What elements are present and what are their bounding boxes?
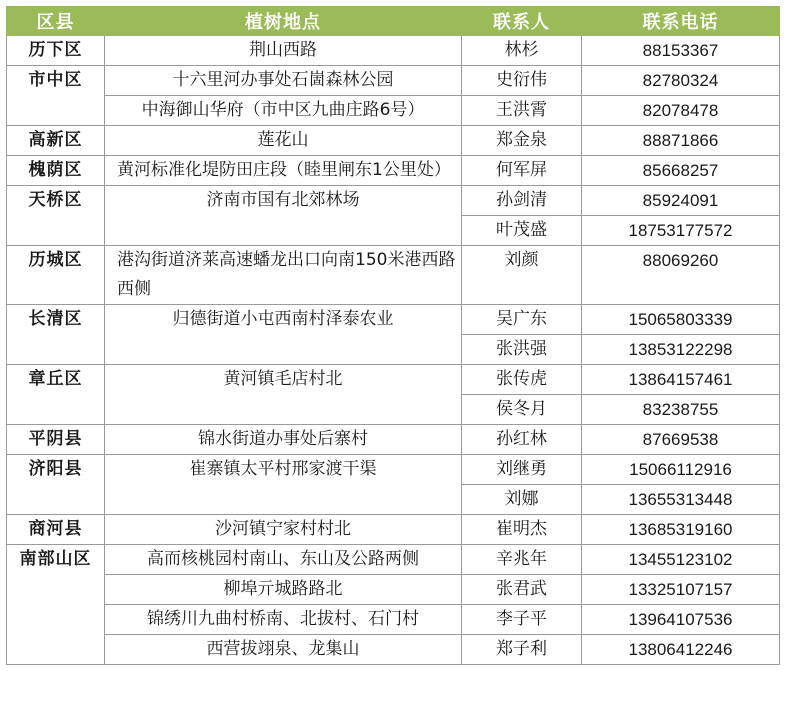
contact-phone-cell: 18753177572 — [582, 216, 780, 246]
contact-phone-cell: 83238755 — [582, 395, 780, 425]
district-cell: 槐荫区 — [7, 156, 105, 186]
contact-name-cell: 辛兆年 — [462, 545, 582, 575]
table-row — [7, 36, 780, 66]
location-cell: 黄河标准化堤防田庄段（睦里闸东1公里处） — [105, 156, 462, 186]
contact-phone-cell: 85924091 — [582, 186, 780, 216]
contact-phone-cell: 13685319160 — [582, 515, 780, 545]
contact-name-cell: 吴广东 — [462, 305, 582, 335]
contact-phone-cell: 13806412246 — [582, 635, 780, 665]
contact-name-cell: 侯冬月 — [462, 395, 582, 425]
contact-phone-cell: 13655313448 — [582, 485, 780, 515]
location-cell: 崔寨镇太平村邢家渡干渠 — [105, 455, 462, 515]
district-cell: 市中区 — [7, 66, 105, 126]
contact-name-cell: 崔明杰 — [462, 515, 582, 545]
contact-phone-cell: 82078478 — [582, 96, 780, 126]
contact-phone-cell: 13325107157 — [582, 575, 780, 605]
contact-phone-cell: 88153367 — [582, 36, 780, 66]
table-row — [7, 575, 780, 605]
contact-phone-cell: 87669538 — [582, 425, 780, 455]
table-row — [7, 96, 780, 126]
contact-name-cell: 张洪强 — [462, 335, 582, 365]
district-cell: 历下区 — [7, 36, 105, 66]
table-row — [7, 305, 780, 335]
contact-name-cell: 张传虎 — [462, 365, 582, 395]
location-cell: 锦水街道办事处后寨村 — [105, 425, 462, 455]
contact-phone-cell: 13864157461 — [582, 365, 780, 395]
contact-name-cell: 何军屏 — [462, 156, 582, 186]
location-cell: 归德街道小屯西南村泽泰农业 — [105, 305, 462, 365]
district-cell: 济阳县 — [7, 455, 105, 515]
table-row — [7, 605, 780, 635]
contact-phone-cell: 82780324 — [582, 66, 780, 96]
district-cell: 商河县 — [7, 515, 105, 545]
district-cell: 天桥区 — [7, 186, 105, 246]
table-header-row — [7, 7, 780, 36]
location-cell: 黄河镇毛店村北 — [105, 365, 462, 425]
contact-phone-cell: 13853122298 — [582, 335, 780, 365]
contact-name-cell: 张君武 — [462, 575, 582, 605]
table-row — [7, 635, 780, 665]
table-row — [7, 246, 780, 305]
location-cell: 锦绣川九曲村桥南、北拔村、石门村 — [105, 605, 462, 635]
contact-name-cell: 林杉 — [462, 36, 582, 66]
header-contact: 联系人 — [462, 7, 582, 36]
contact-phone-cell: 15065803339 — [582, 305, 780, 335]
table-row — [7, 365, 780, 395]
contact-phone-cell: 15066112916 — [582, 455, 780, 485]
district-cell: 历城区 — [7, 246, 105, 305]
contact-phone-cell: 85668257 — [582, 156, 780, 186]
district-cell: 长清区 — [7, 305, 105, 365]
location-cell: 高而核桃园村南山、东山及公路两侧 — [105, 545, 462, 575]
contact-phone-cell: 13964107536 — [582, 605, 780, 635]
location-cell: 十六里河办事处石崮森林公园 — [105, 66, 462, 96]
contact-name-cell: 孙剑清 — [462, 186, 582, 216]
location-cell: 沙河镇宁家村村北 — [105, 515, 462, 545]
table-row — [7, 545, 780, 575]
header-location: 植树地点 — [105, 7, 462, 36]
contact-name-cell: 叶茂盛 — [462, 216, 582, 246]
table-row — [7, 156, 780, 186]
table-row — [7, 425, 780, 455]
contact-name-cell: 刘继勇 — [462, 455, 582, 485]
location-cell: 济南市国有北郊林场 — [105, 186, 462, 246]
contact-phone-cell: 88871866 — [582, 126, 780, 156]
location-cell: 莲花山 — [105, 126, 462, 156]
location-cell: 荆山西路 — [105, 36, 462, 66]
contact-phone-cell: 88069260 — [582, 246, 780, 305]
district-cell: 南部山区 — [7, 545, 105, 665]
district-cell: 平阴县 — [7, 425, 105, 455]
location-cell: 西营拔翊泉、龙集山 — [105, 635, 462, 665]
contact-phone-cell: 13455123102 — [582, 545, 780, 575]
district-cell: 章丘区 — [7, 365, 105, 425]
location-cell: 柳埠亓城路路北 — [105, 575, 462, 605]
contact-name-cell: 郑子利 — [462, 635, 582, 665]
table-row — [7, 186, 780, 216]
district-cell: 高新区 — [7, 126, 105, 156]
table-row — [7, 515, 780, 545]
contact-name-cell: 刘娜 — [462, 485, 582, 515]
location-cell: 中海御山华府（市中区九曲庄路6号） — [105, 96, 462, 126]
table-row — [7, 66, 780, 96]
table-row — [7, 455, 780, 485]
contact-name-cell: 郑金泉 — [462, 126, 582, 156]
header-phone: 联系电话 — [582, 7, 780, 36]
contact-name-cell: 李子平 — [462, 605, 582, 635]
contact-name-cell: 史衍伟 — [462, 66, 582, 96]
contact-name-cell: 孙红林 — [462, 425, 582, 455]
location-cell: 港沟街道济莱高速蟠龙出口向南150米港西路西侧 — [105, 246, 462, 305]
contact-name-cell: 王洪霄 — [462, 96, 582, 126]
planting-sites-table — [6, 6, 780, 665]
contact-name-cell: 刘颜 — [462, 246, 582, 305]
table-row — [7, 126, 780, 156]
header-district: 区县 — [7, 7, 105, 36]
